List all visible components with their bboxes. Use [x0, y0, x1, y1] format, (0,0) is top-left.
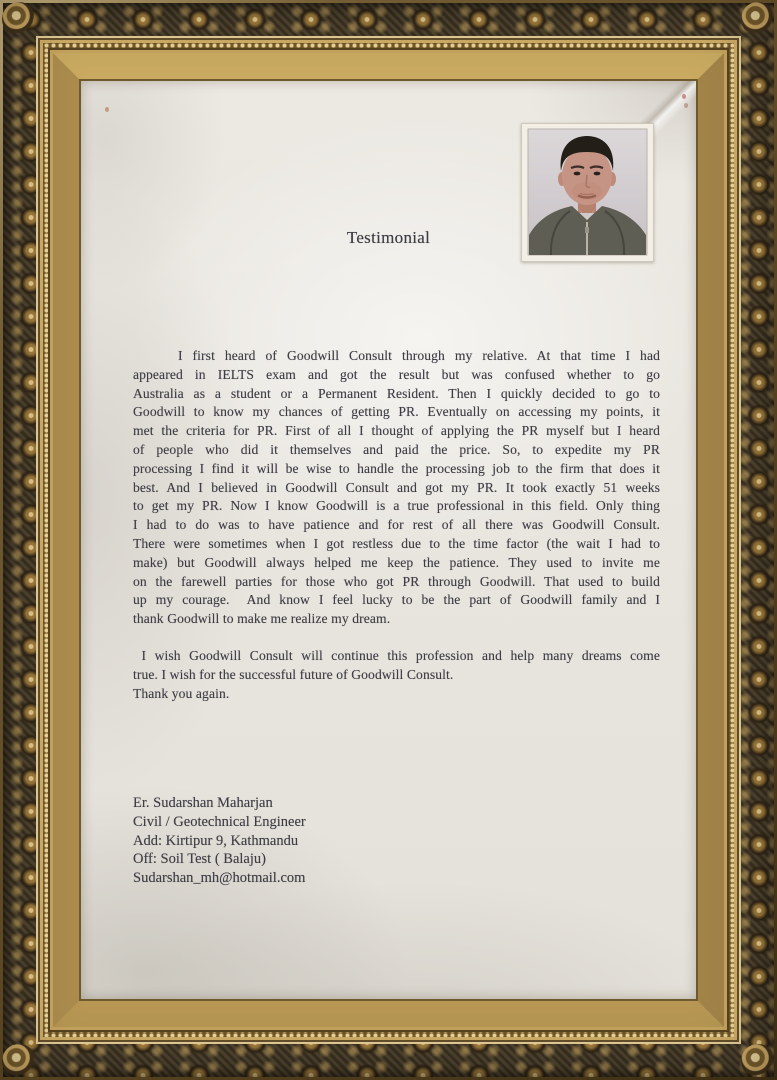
text-line: up my courage. And know I feel lucky to be the part of Goodwill family and I: [133, 592, 660, 608]
letter-paper: [81, 81, 696, 999]
paper-speck: [682, 94, 686, 99]
text-line: I had to do was to have patience and for rest of all there was Goodwill Consult.: [133, 517, 660, 533]
text-line: Australia as a student or a Permanent Resident. Then I quickly decided to go to: [133, 385, 660, 401]
body-paragraph-2: [133, 647, 660, 703]
letter-title: Testimonial: [346, 228, 431, 247]
text-line: Er. Sudarshan Maharjan: [133, 795, 273, 811]
frame-corner-rosette: [2, 2, 36, 36]
text-line: I first heard of Goodwill Consult through my relative. At that time I had: [178, 348, 660, 363]
text-line: to get my PR. Now I know Goodwill is a true professional in this field. Only thing: [133, 498, 660, 514]
paper-speck: [105, 107, 109, 112]
frame-corner-rosette: [741, 1044, 775, 1078]
text-line: There were sometimes when I got restless due to the time factor (the wait I had to: [133, 535, 660, 551]
text-line: Sudarshan_mh@hotmail.com: [133, 870, 306, 887]
text-line: of people who did it themselves and paid the price. So, to expedite my PR: [133, 441, 660, 457]
portrait-photo: [521, 123, 654, 262]
signature-block: [133, 794, 553, 888]
text-line: on the farewell parties for those who got PR through Goodwill. That used to build: [133, 573, 660, 589]
text-line: Goodwill to know my chances of getting PR. Eventually on accessing my points, it: [133, 404, 660, 420]
text-line: Off: Soil Test ( Balaju): [133, 851, 266, 868]
text-line: thank Goodwill to make me realize my dream.: [133, 611, 391, 627]
frame-corner-rosette: [2, 1044, 36, 1078]
frame-corner-rosette: [741, 2, 775, 36]
text-line: appeared in IELTS exam and got the result but was confused whether to go: [133, 366, 660, 382]
photo-image: [528, 129, 647, 255]
body-paragraph-1: [133, 347, 660, 629]
text-line: best. And I believed in Goodwill Consult and got my PR. It took exactly 51 weeks: [133, 479, 660, 495]
text-line: I wish Goodwill Consult will continue this profession and help many dreams come: [133, 647, 660, 663]
text-line: make) but Goodwill always helped me keep the patience. They used to invite me: [133, 554, 660, 570]
paper-speck: [684, 103, 688, 108]
text-line: Thank you again.: [133, 685, 230, 701]
text-line: Civil / Geotechnical Engineer: [133, 813, 306, 830]
text-line: true. I wish for the successful future of Goodwill Consult.: [133, 666, 454, 682]
text-line: processing I find it will be wise to handle the processing job to the firm that does it: [133, 460, 660, 476]
letter-body: [133, 347, 660, 703]
text-line: Add: Kirtipur 9, Kathmandu: [133, 832, 299, 849]
text-line: met the criteria for PR. First of all I thought of applying the PR myself but I heard: [133, 423, 660, 439]
